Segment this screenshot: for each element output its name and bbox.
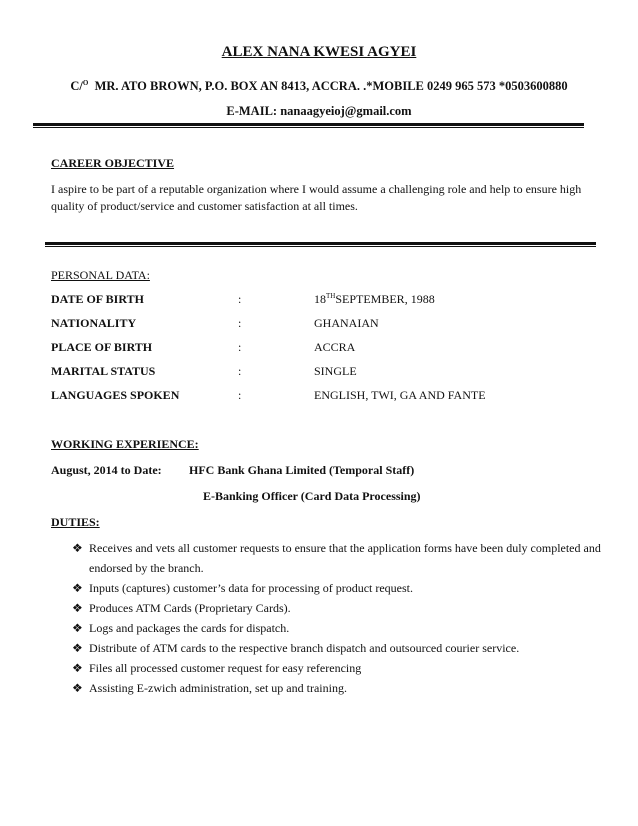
diamond-bullet-icon: ❖ <box>72 581 83 595</box>
diamond-bullet-icon: ❖ <box>72 661 83 675</box>
pd-label-marital-status: MARITAL STATUS <box>51 364 156 378</box>
contact-address <box>0 79 638 94</box>
career-objective-heading: CAREER OBJECTIVE <box>51 156 175 170</box>
duty-item <box>72 538 612 578</box>
header-divider <box>33 123 584 128</box>
pd-colon: : <box>238 364 242 378</box>
pd-label-place-of-birth: PLACE OF BIRTH <box>51 340 153 354</box>
duty-text: Distribute of ATM cards to the respective branch dispatch and outsourced courier service. <box>89 641 520 655</box>
dob-month-year: SEPTEMBER, 1988 <box>335 292 435 306</box>
contact-email: E-MAIL: nanaagyeioj@gmail.com <box>226 104 412 118</box>
duty-text: Inputs (captures) customer’s data for processing of product request. <box>89 581 414 595</box>
duty-text: Produces ATM Cards (Proprietary Cards). <box>89 601 291 615</box>
working-experience-heading: WORKING EXPERIENCE: <box>51 437 199 451</box>
duty-item <box>72 618 612 638</box>
pd-value-marital-status: SINGLE <box>314 364 357 378</box>
address-prefix: C/ <box>70 79 83 93</box>
section-divider <box>45 242 596 247</box>
duty-item <box>72 578 612 598</box>
diamond-bullet-icon: ❖ <box>72 601 83 615</box>
duty-text: Logs and packages the cards for dispatch. <box>89 621 290 635</box>
pd-colon: : <box>238 292 242 306</box>
diamond-bullet-icon: ❖ <box>72 541 83 555</box>
duty-item <box>72 658 612 678</box>
pd-label-languages: LANGUAGES SPOKEN <box>51 388 180 402</box>
employment-period: August, 2014 to Date: <box>51 463 162 477</box>
address-prefix-sup: O <box>82 78 89 87</box>
dob-day-suffix: TH <box>326 292 336 300</box>
duty-item <box>72 598 612 618</box>
pd-value-dob <box>314 292 435 307</box>
pd-value-languages: ENGLISH, TWI, GA AND FANTE <box>314 388 486 402</box>
duty-item <box>72 678 612 698</box>
job-role: E-Banking Officer (Card Data Processing) <box>203 489 421 503</box>
pd-label-dob: DATE OF BIRTH <box>51 292 144 306</box>
pd-label-nationality: NATIONALITY <box>51 316 137 330</box>
diamond-bullet-icon: ❖ <box>72 641 83 655</box>
resume-name: ALEX NANA KWESI AGYEI <box>221 44 417 60</box>
duties-heading: DUTIES: <box>51 515 100 529</box>
employer-name: HFC Bank Ghana Limited (Temporal Staff) <box>189 463 415 477</box>
duties-list <box>72 538 612 698</box>
address-text: MR. ATO BROWN, P.O. BOX AN 8413, ACCRA. .*MOBILE 0249 965 573 *0503600880 <box>94 79 568 93</box>
dob-day: 18 <box>314 292 326 306</box>
diamond-bullet-icon: ❖ <box>72 621 83 635</box>
pd-colon: : <box>238 316 242 330</box>
pd-value-place-of-birth: ACCRA <box>314 340 356 354</box>
career-objective-text: I aspire to be part of a reputable organization where I would assume a challenging role and help to ensure high quality of product/service and customer satisfaction at all times. <box>51 182 582 213</box>
duty-text: Files all processed customer request for easy referencing <box>89 661 362 675</box>
pd-value-nationality: GHANAIAN <box>314 316 379 330</box>
diamond-bullet-icon: ❖ <box>72 681 83 695</box>
pd-colon: : <box>238 340 242 354</box>
personal-data-heading: PERSONAL DATA: <box>51 268 150 282</box>
duty-item <box>72 638 612 658</box>
duty-text: Receives and vets all customer requests to ensure that the application forms have been duly completed and endorsed by the branch. <box>89 541 601 575</box>
duty-text: Assisting E-zwich administration, set up and training. <box>89 681 347 695</box>
pd-colon: : <box>238 388 242 402</box>
